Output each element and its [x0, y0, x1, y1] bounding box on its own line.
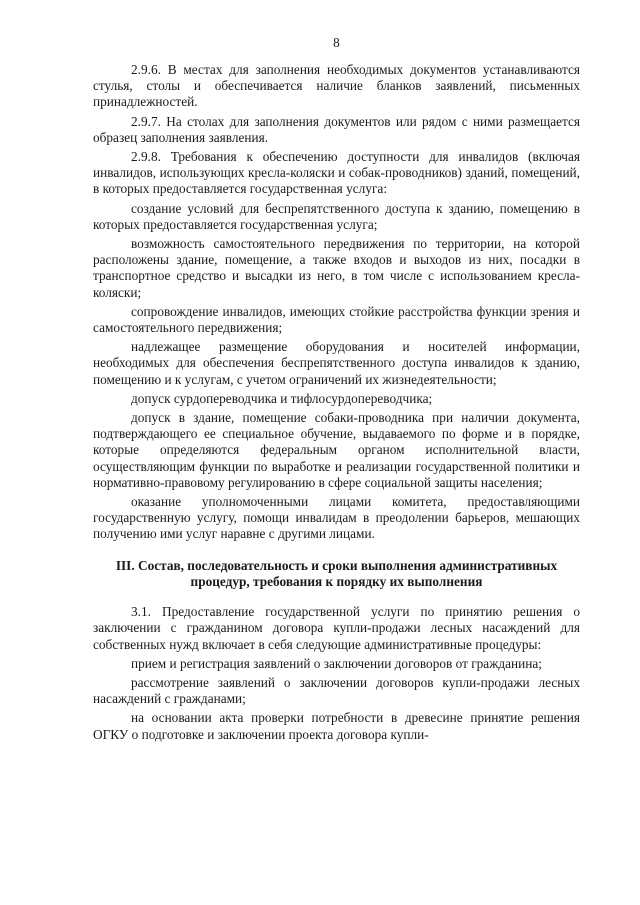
- list-item-equipment-placement: надлежащее размещение оборудования и носителей информации, необходимых для обеспечения беспрепятственного доступа инвалидов к зданию, помещению и к услугам, с учетом ограничений их жизнедеятельности;: [93, 339, 580, 387]
- paragraph-2-9-7: 2.9.7. На столах для заполнения документов или рядом с ними размещается образец заполнения заявления.: [93, 113, 580, 145]
- paragraph-2-9-8: 2.9.8. Требования к обеспечению доступности для инвалидов (включая инвалидов, использующих кресла-коляски и собак-проводников) зданий, помещений, в которых предоставляется государственная услуга:: [93, 149, 580, 197]
- list-item-review: рассмотрение заявлений о заключении договоров купли-продажи лесных насаждений с гражданами;: [93, 674, 580, 707]
- list-item-guide-dog: допуск в здание, помещение собаки-проводника при наличии документа, подтверждающего ее специальное обучение, выдаваемого по форме и в порядке, которые определяются федеральным органом исполнительной власти, осуществляющим функции по выработке и реализации государственной политики и нормативно-правовому регулированию в сфере социальной защиты населения;: [93, 410, 580, 490]
- list-item-assistance: оказание уполномоченными лицами комитета, предоставляющими государственную услугу, помощи инвалидам в преодолении барьеров, мешающих получению ими услуг наравне с другими лицами.: [93, 494, 580, 542]
- list-item-escort: сопровождение инвалидов, имеющих стойкие расстройства функции зрения и самостоятельного передвижения;: [93, 303, 580, 336]
- list-item-reception: прием и регистрация заявлений о заключении договоров от гражданина;: [131, 655, 543, 671]
- list-item-decision: на основании акта проверки потребности в древесине принятие решения ОГКУ о подготовке и заключении проекта договора купли-: [93, 710, 580, 742]
- document-body: [93, 62, 580, 743]
- list-item-access-conditions: создание условий для беспрепятственного доступа к зданию, помещению в которых предоставляется государственная услуга;: [93, 200, 580, 232]
- paragraph-3-1: 3.1. Предоставление государственной услуги по принятию решения о заключении с гражданином договора купли-продажи лесных насаждений для собственных нужд включает в себя следующие административные процедуры:: [93, 604, 580, 652]
- list-item-independent-movement: возможность самостоятельного передвижения по территории, на которой расположены здание, помещение, а также входов и выходов из них, посадки в транспортное средство и высадки из него, в том числе с использованием кресла-коляски;: [93, 236, 580, 300]
- list-item-sign-interpreter: допуск сурдопереводчика и тифлосурдопереводчика;: [131, 390, 433, 406]
- paragraph-2-9-6: 2.9.6. В местах для заполнения необходимых документов устанавливаются стулья, столы и обеспечивается наличие бланков заявлений, письменных принадлежностей.: [93, 62, 580, 110]
- page-number: 8: [333, 35, 340, 50]
- section-heading: III. Состав, последовательность и сроки выполнения административных процедур, требования к порядку их выполнения: [115, 557, 558, 589]
